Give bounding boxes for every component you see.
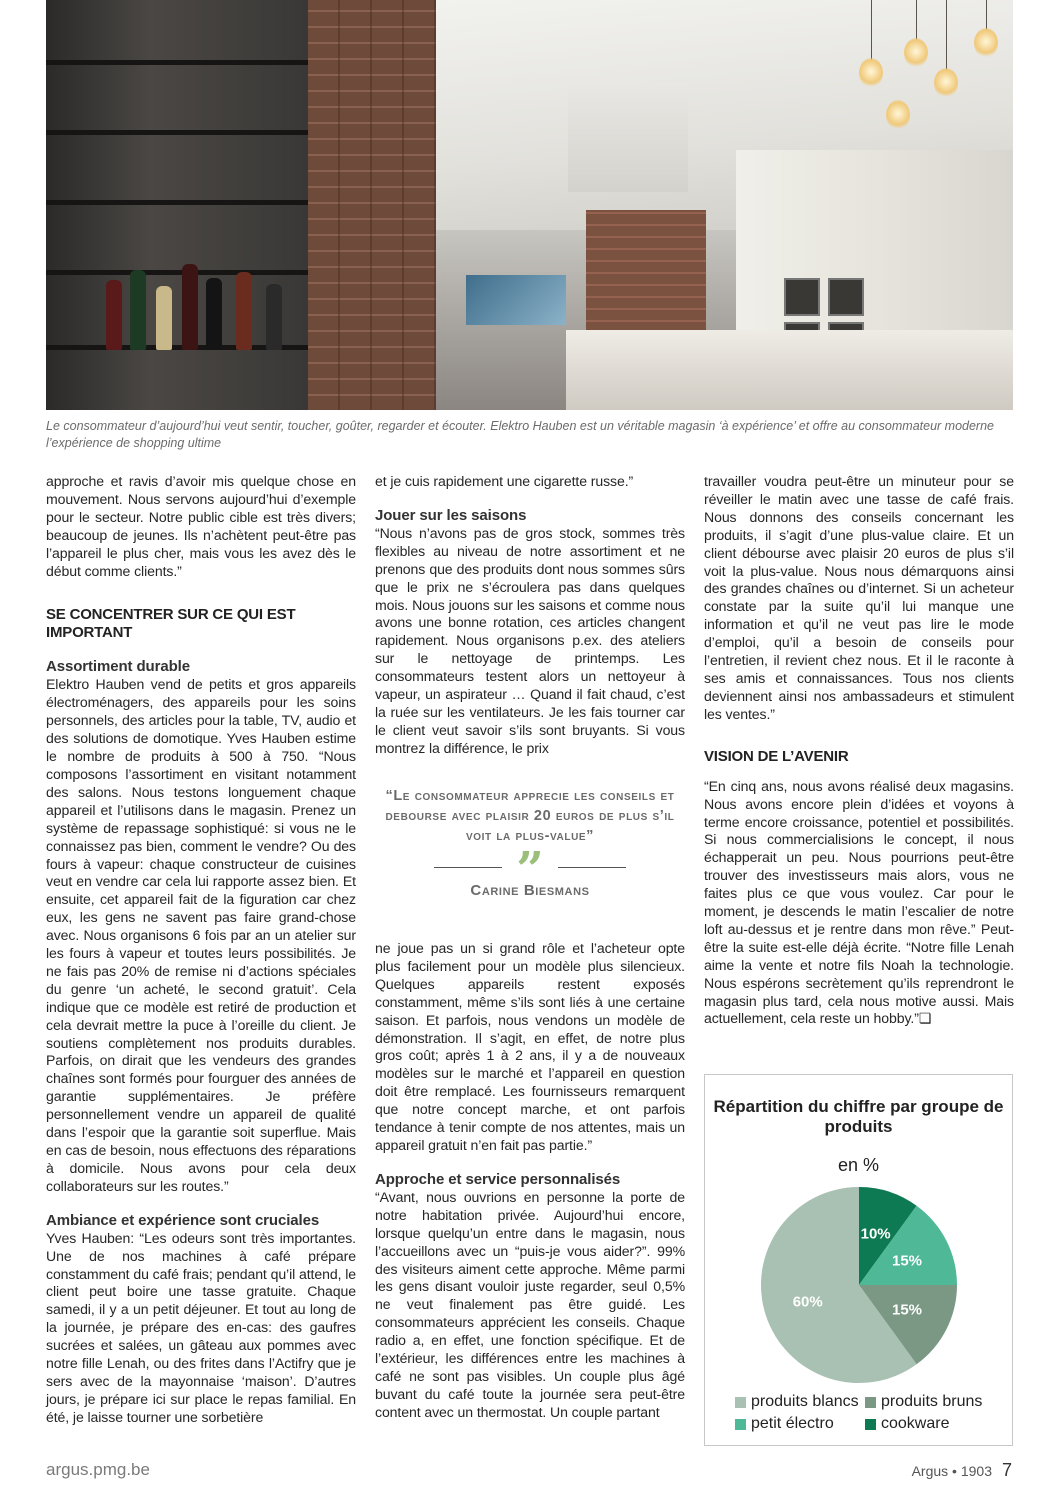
legend-label: produits bruns xyxy=(881,1393,983,1410)
divider xyxy=(434,867,502,868)
legend-item xyxy=(865,1413,949,1435)
pie-slice-label: 15% xyxy=(892,1252,923,1270)
pull-quote-text: “Le consommateur apprecie les conseils et debourse avec plaisir 20 euros de plus s’il voit la plus-value” xyxy=(385,788,675,844)
legend-item xyxy=(735,1413,865,1435)
legend-label: produits blancs xyxy=(751,1393,859,1410)
paragraph: et je cuis rapidement une cigarette russe.” xyxy=(375,473,634,489)
paragraph: travailler voudra peut-être un minuteur pour se réveiller le matin avec une tasse de café frais. Nous donnons des conseils concernant les produits, il s’agit d’une plus-value claire. Et un client débourse avec plaisir 20 euros de plus s’il voit la plus-value. Nous nous démarquons ainsi des grandes chaînes ou d’internet. Si un acheteur constate par la suite qu’il lui manque une information et qu’il ne veut pas lire le mode d’emploi, qu’il a besoin de conseils pour l’entretien, il revient chez nous. Et il le raconte à ses amis et connaissances. Tous nos clients deviennent ainsi nos ambassadeurs et stimulent les ventes.” xyxy=(704,473,1014,722)
footer-site: argus.pmg.be xyxy=(46,1460,150,1479)
legend-label: petit électro xyxy=(751,1415,834,1432)
subheading: Ambiance et expérience sont cruciales xyxy=(46,1211,320,1229)
end-mark-icon: ❏ xyxy=(918,1010,932,1027)
column-3 xyxy=(704,473,1014,1028)
section-heading: SE CONCENTRER SUR CE QUI EST IMPORTANT xyxy=(46,606,296,642)
column-1 xyxy=(46,473,356,1427)
issue-label: Argus • 1903 xyxy=(911,1463,992,1479)
legend-swatch xyxy=(735,1419,746,1430)
pie-chart-box xyxy=(704,1074,1013,1446)
paragraph: ne joue pas un si grand rôle et l’acheteur opte plus facilement pour un modèle plus silencieux. Quelques appareils restent exposés constamment, même s’ils sont liés à une certaine saison. Et parfois, nous vendons un modèle de démonstration. Il s’agit, en effet, de notre plus gros coût; après 1 à 2 ans, il y a de nouveaux modèles sur le marché et l’appareil en question doit être remplacé. Les fournisseurs remarquent que notre concept marche, et ont parfois tendance à tenir compte de nos attentes, mais un appareil gratuit n’en fait pas partie.” xyxy=(375,940,685,1153)
chart-legend xyxy=(735,1391,1005,1435)
legend-item xyxy=(865,1391,982,1413)
legend-swatch xyxy=(735,1397,746,1408)
legend-swatch xyxy=(865,1397,876,1408)
paragraph-text: “En cinq ans, nous avons réalisé deux magasins. Nous avons encore plein d’idées et voyons à terme encore croissance, potentiel et possibilités. Si nous commercialisions le concept, il nous échapperait un peu. Nous pourrions peut-être trouver des investisseurs mais alors, vous ne faites plus ce que vous voulez. Car pour le moment, je descends le matin l’escalier de notre loft au-dessus et je rentre dans mon rêve.” Peut-être la suite est-elle déjà écrite. “Notre fille Lenah aime la vente et notre fils Noah la technologie. Nous espérons secrètement qu’ils reprendront le magasin plus tard, cela nous motive aussi. Mais actuellement, cela reste un hobby.” xyxy=(704,777,1014,1027)
legend-swatch xyxy=(865,1419,876,1430)
subheading: Jouer sur les saisons xyxy=(375,506,527,524)
section-heading: VISION DE L’AVENIR xyxy=(704,747,849,765)
paragraph: “Avant, nous ouvrions en personne la porte de notre habitation privée. Aujourd’hui encore, lorsque quelqu’un entre dans le magasin, nous l’accueillons avec un “puis-je vous aider?”. 99% des visiteurs aiment cette approche. Même parmi les gens disant vouloir juste regarder, seul 0,5% ne veut finalement pas être guidé. Les consommateurs apprécient les conseils. Chaque radio a, en effet, une fonction spécifique. Et de l’extérieur, les différences entre les machines à café ne sont pas visibles. Un couple plus âgé buvant du café toute la journée sera peut-être content avec un thermostat. Un couple partant xyxy=(375,1188,685,1420)
subheading: Approche et service personnalisés xyxy=(375,1170,621,1188)
pie-slice-label: 60% xyxy=(792,1293,823,1311)
paragraph: Yves Hauben: “Les odeurs sont très importantes. Une de nos machines à café prépare constamment du café frais; pendant qu’il attend, le client peut boire une tasse gratuite. Chaque samedi, il y a un petit déjeuner. Et tout au long de la journée, je prépare des en-cas: des gaufres sucrées et salées, un gâteau aux pommes avec notre fille Lenah, ou des frites dans l’Actifry que je sers avec de la mayonnaise ‘maison’. D’autres jours, je prépare ici sur place le repas familial. En été, je laisse tourner une sorbetière xyxy=(46,1229,356,1425)
legend-label: cookware xyxy=(881,1415,950,1432)
paragraph xyxy=(704,778,1014,1029)
pull-quote xyxy=(375,786,685,899)
paragraph: approche et ravis d’avoir mis quelque chose en mouvement. Nous servons aujourd’hui d’exemple pour le secteur. Notre public cible est très divers; beaucoup de jeunes. Ils n’achètent peut-être pas l’appareil le plus cher, mais vous les avez dès le début comme clients.” xyxy=(46,473,356,579)
paragraph: “Nous n’avons pas de gros stock, sommes très flexibles au niveau de notre assortiment et ne prenons que des produits dont nous sommes sûrs que le prix ne s’écroulera pas dans quelques mois. Nous jouons sur les saisons et comme nous avons une bonne rotation, ces articles changent rapidement. Nous organisons p.ex. des ateliers sur le nettoyage de printemps. Les consommateurs testent alors un nettoyeur à vapeur, un aspirateur … Quand il fait chaud, c’est la ruée sur les ventilateurs. Je les fais tourner car le client veut savoir s’ils sont bruyants. Si vous montrez la différence, le prix xyxy=(375,524,685,756)
chart-title: Répartition du chiffre par groupe de produits xyxy=(713,1097,1004,1136)
page-number: 7 xyxy=(1001,1460,1012,1480)
showroom-photo xyxy=(46,0,1013,410)
chart-unit: en % xyxy=(837,1155,880,1175)
divider xyxy=(558,867,626,868)
pie-slice-label: 15% xyxy=(892,1301,923,1319)
pull-quote-author: Carine Biesmans xyxy=(470,882,590,899)
column-2-top xyxy=(375,473,685,758)
quote-mark-icon: ” xyxy=(516,850,544,884)
photo-caption: Le consommateur d’aujourd’hui veut sentir, toucher, goûter, regarder et écouter. Elektro Hauben est un véritable magasin ‘à expérience’ et offre au consommateur moderne l’expérience de shopping ultime xyxy=(46,419,994,450)
pie-slice-label: 10% xyxy=(860,1225,891,1243)
footer-issue xyxy=(912,1460,1012,1481)
legend-item xyxy=(735,1391,865,1413)
subheading: Assortiment durable xyxy=(46,658,190,676)
pie-chart xyxy=(705,1185,1014,1385)
paragraph: Elektro Hauben vend de petits et gros appareils électroménagers, des appareils pour les soins personnels, des articles pour la table, TV, audio et des solutions de domotique. Yves Hauben estime le nombre de produits à 500 à 750. “Nous composons l’assortiment en visitant notamment des salons. Nous testons longuement chaque appareil et l’utilisons dans le magasin. Prenez un système de repassage sophistiqué: si vous ne le connaissez pas bien, comment le vendre? Ou des fours à vapeur: chaque constructeur de cuisines veut en vendre car cela lui rapporte assez bien. Et ensuite, cet appareil fait de la figuration car chez eux, les gens ne savent pas faire grand-chose avec. Nous organisons 6 fois par an un atelier sur les fours à vapeur et toutes leurs possibilités. Je ne fais pas 20% de remise ni d’actions spéciales du genre ‘un acheté, le second gratuit’. Cela indique que ce modèle est retiré de production et cela devrait mettre la puce à l’oreille du client. Je soutiens complètement nos produits durables. Parfois, on dirait que les vendeurs des grandes chaînes sont formés pour fourguer des années de garantie supplémentaires. Je préfère personnellement vendre un appareil de qualité dans l’espoir que la garantie soit superflue. Mais en cas de besoin, nous effectuons des réparations à domicile. Nous avons pour cela deux collaborateurs sur les routes.” xyxy=(46,676,356,1194)
column-2-bottom xyxy=(375,940,685,1422)
